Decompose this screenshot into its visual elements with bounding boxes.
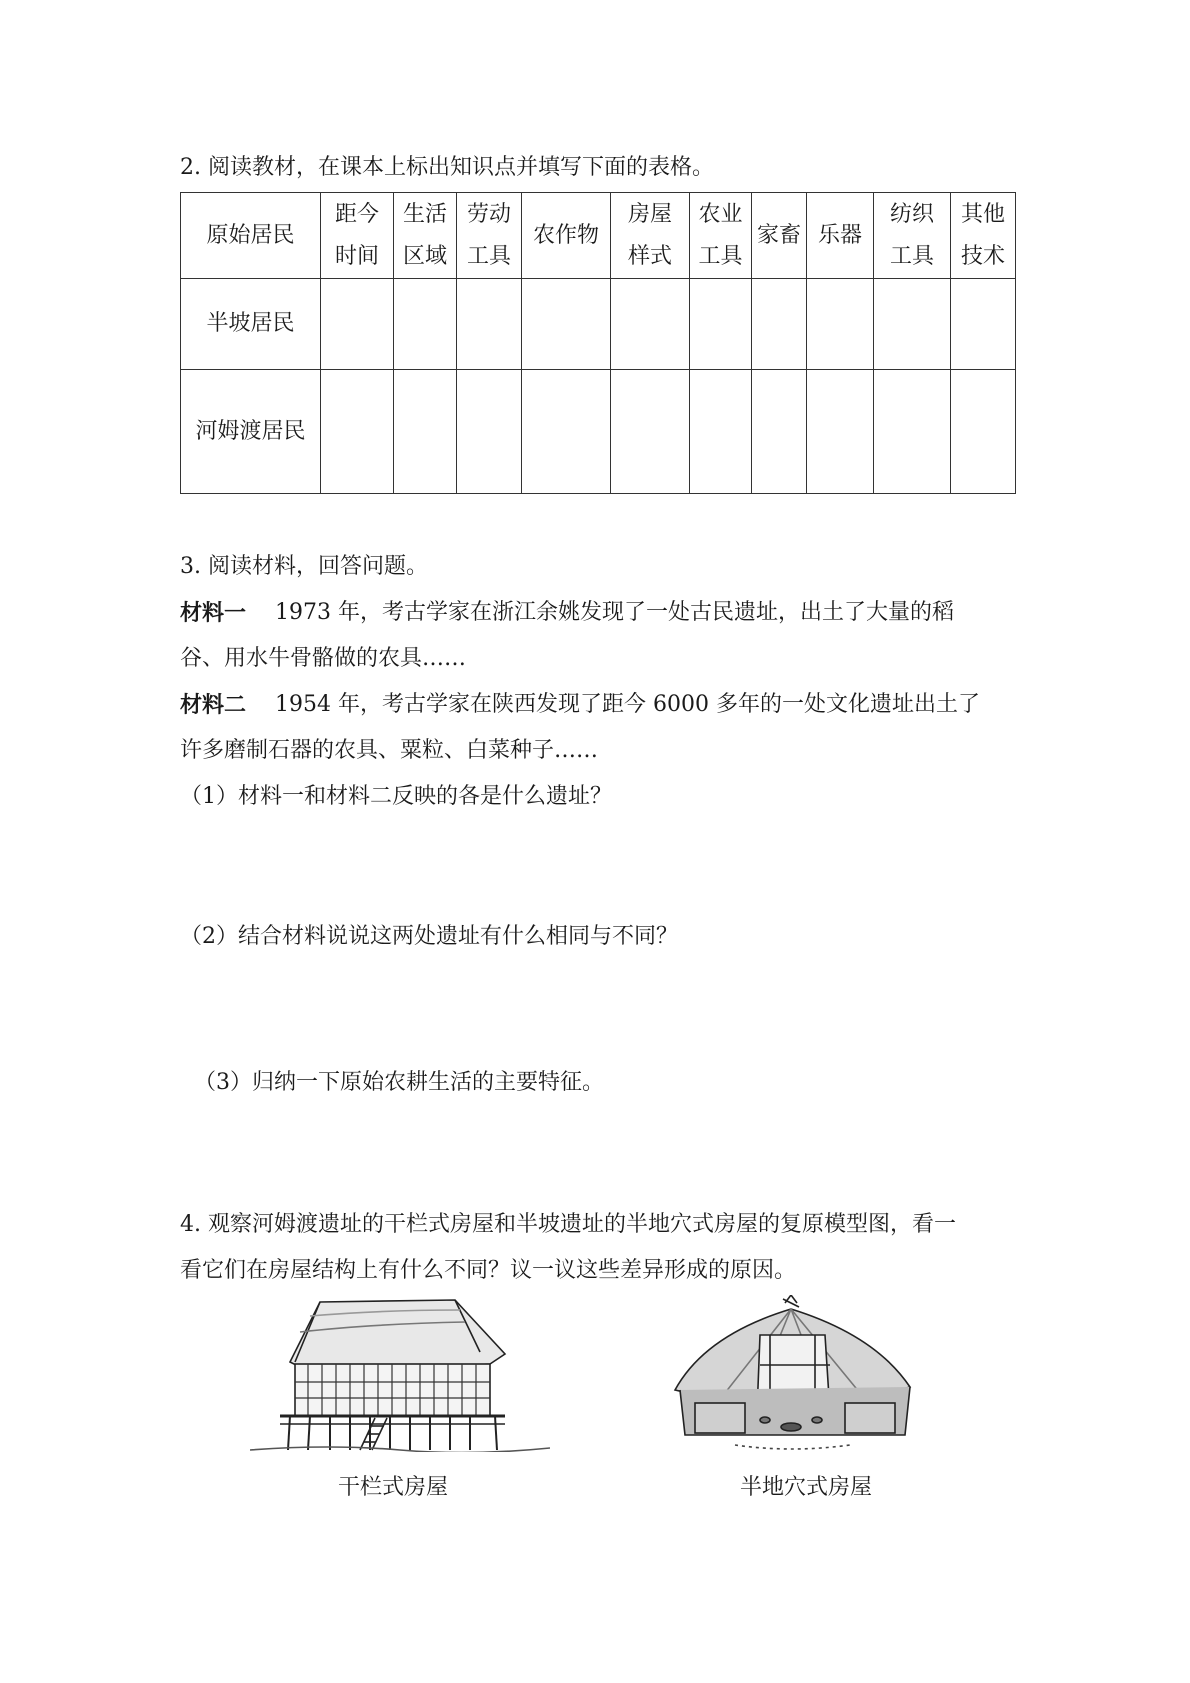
header-cell (457, 193, 522, 279)
material-1-line-1: 1973 年，考古学家在浙江余姚发现了一处古民遗址，出土了大量的稻 (275, 600, 954, 625)
semi-subterranean-house-image (665, 1295, 915, 1455)
table-cell[interactable] (752, 279, 807, 370)
table-cell[interactable] (321, 370, 394, 494)
material-1-line-2: 谷、用水牛骨骼做的农具…… (180, 646, 467, 671)
caption-stilt-house: 干栏式房屋 (338, 1475, 449, 1500)
sub-question-1: （1）材料一和材料二反映的各是什么遗址？ (180, 784, 612, 809)
header-text: 房屋 (627, 201, 672, 227)
table-cell[interactable] (611, 370, 690, 494)
header-text: 劳动 (466, 201, 511, 227)
header-text: 农业 (698, 201, 743, 227)
q4-line-1: 4. 观察河姆渡遗址的干栏式房屋和半坡遗址的半地穴式房屋的复原模型图，看一 (180, 1212, 956, 1237)
table-header-row (181, 193, 1016, 279)
header-cell (522, 193, 611, 279)
header-cell (321, 193, 394, 279)
header-text: 其他 (960, 201, 1005, 227)
table-cell[interactable] (807, 370, 874, 494)
header-text: 纺织 (889, 201, 934, 227)
table-cell[interactable] (611, 279, 690, 370)
header-text: 区域 (402, 243, 447, 269)
table-cell[interactable] (752, 370, 807, 494)
table-cell[interactable] (807, 279, 874, 370)
header-text: 样式 (627, 243, 672, 269)
row-label-banpo: 半坡居民 (181, 279, 321, 370)
header-text: 农作物 (532, 222, 599, 248)
sub-question-2: （2）结合材料说说这两处遗址有什么相同与不同？ (180, 924, 678, 949)
header-cell (874, 193, 951, 279)
table-cell[interactable] (690, 279, 752, 370)
header-text: 乐器 (817, 222, 862, 248)
table-cell[interactable] (394, 279, 457, 370)
table-cell[interactable] (457, 370, 522, 494)
caption-semi-subterranean-house: 半地穴式房屋 (740, 1475, 873, 1500)
header-text: 工具 (698, 243, 743, 269)
stilt-house-image (250, 1292, 550, 1452)
table-row (181, 279, 1016, 370)
header-cell (752, 193, 807, 279)
material-2-line-2: 许多磨制石器的农具、粟粒、白菜种子…… (180, 738, 599, 763)
residents-table (180, 192, 1016, 494)
header-text: 工具 (466, 243, 511, 269)
table-cell[interactable] (874, 279, 951, 370)
header-cell (690, 193, 752, 279)
table-cell[interactable] (394, 370, 457, 494)
header-cell-residents (181, 193, 321, 279)
table-cell[interactable] (951, 279, 1016, 370)
table-row (181, 370, 1016, 494)
header-cell (394, 193, 457, 279)
header-text: 家畜 (756, 222, 801, 248)
material-2-label: 材料二 (180, 692, 247, 718)
q2-title: 2. 阅读教材，在课本上标出知识点并填写下面的表格。 (180, 155, 714, 180)
table-cell[interactable] (321, 279, 394, 370)
q3-title: 3. 阅读材料，回答问题。 (180, 554, 428, 579)
table-cell[interactable] (951, 370, 1016, 494)
header-cell (611, 193, 690, 279)
material-2-line-1: 1954 年，考古学家在陕西发现了距今 6000 多年的一处文化遗址出土了 (275, 692, 980, 717)
q4-line-2: 看它们在房屋结构上有什么不同？议一议这些差异形成的原因。 (180, 1258, 797, 1283)
header-text: 工具 (889, 243, 934, 269)
header-text: 距今 (334, 201, 379, 227)
header-cell (807, 193, 874, 279)
table-cell[interactable] (457, 279, 522, 370)
header-cell (951, 193, 1016, 279)
header-text: 技术 (960, 243, 1005, 269)
header-text: 生活 (402, 201, 447, 227)
table-cell[interactable] (522, 279, 611, 370)
material-1-label: 材料一 (180, 600, 247, 626)
header-text: 时间 (334, 243, 379, 269)
row-label-hemudu: 河姆渡居民 (181, 370, 321, 494)
table-cell[interactable] (690, 370, 752, 494)
table-cell[interactable] (522, 370, 611, 494)
sub-question-3: （3）归纳一下原始农耕生活的主要特征。 (194, 1070, 604, 1095)
header-text: 原始居民 (206, 222, 295, 248)
table-cell[interactable] (874, 370, 951, 494)
